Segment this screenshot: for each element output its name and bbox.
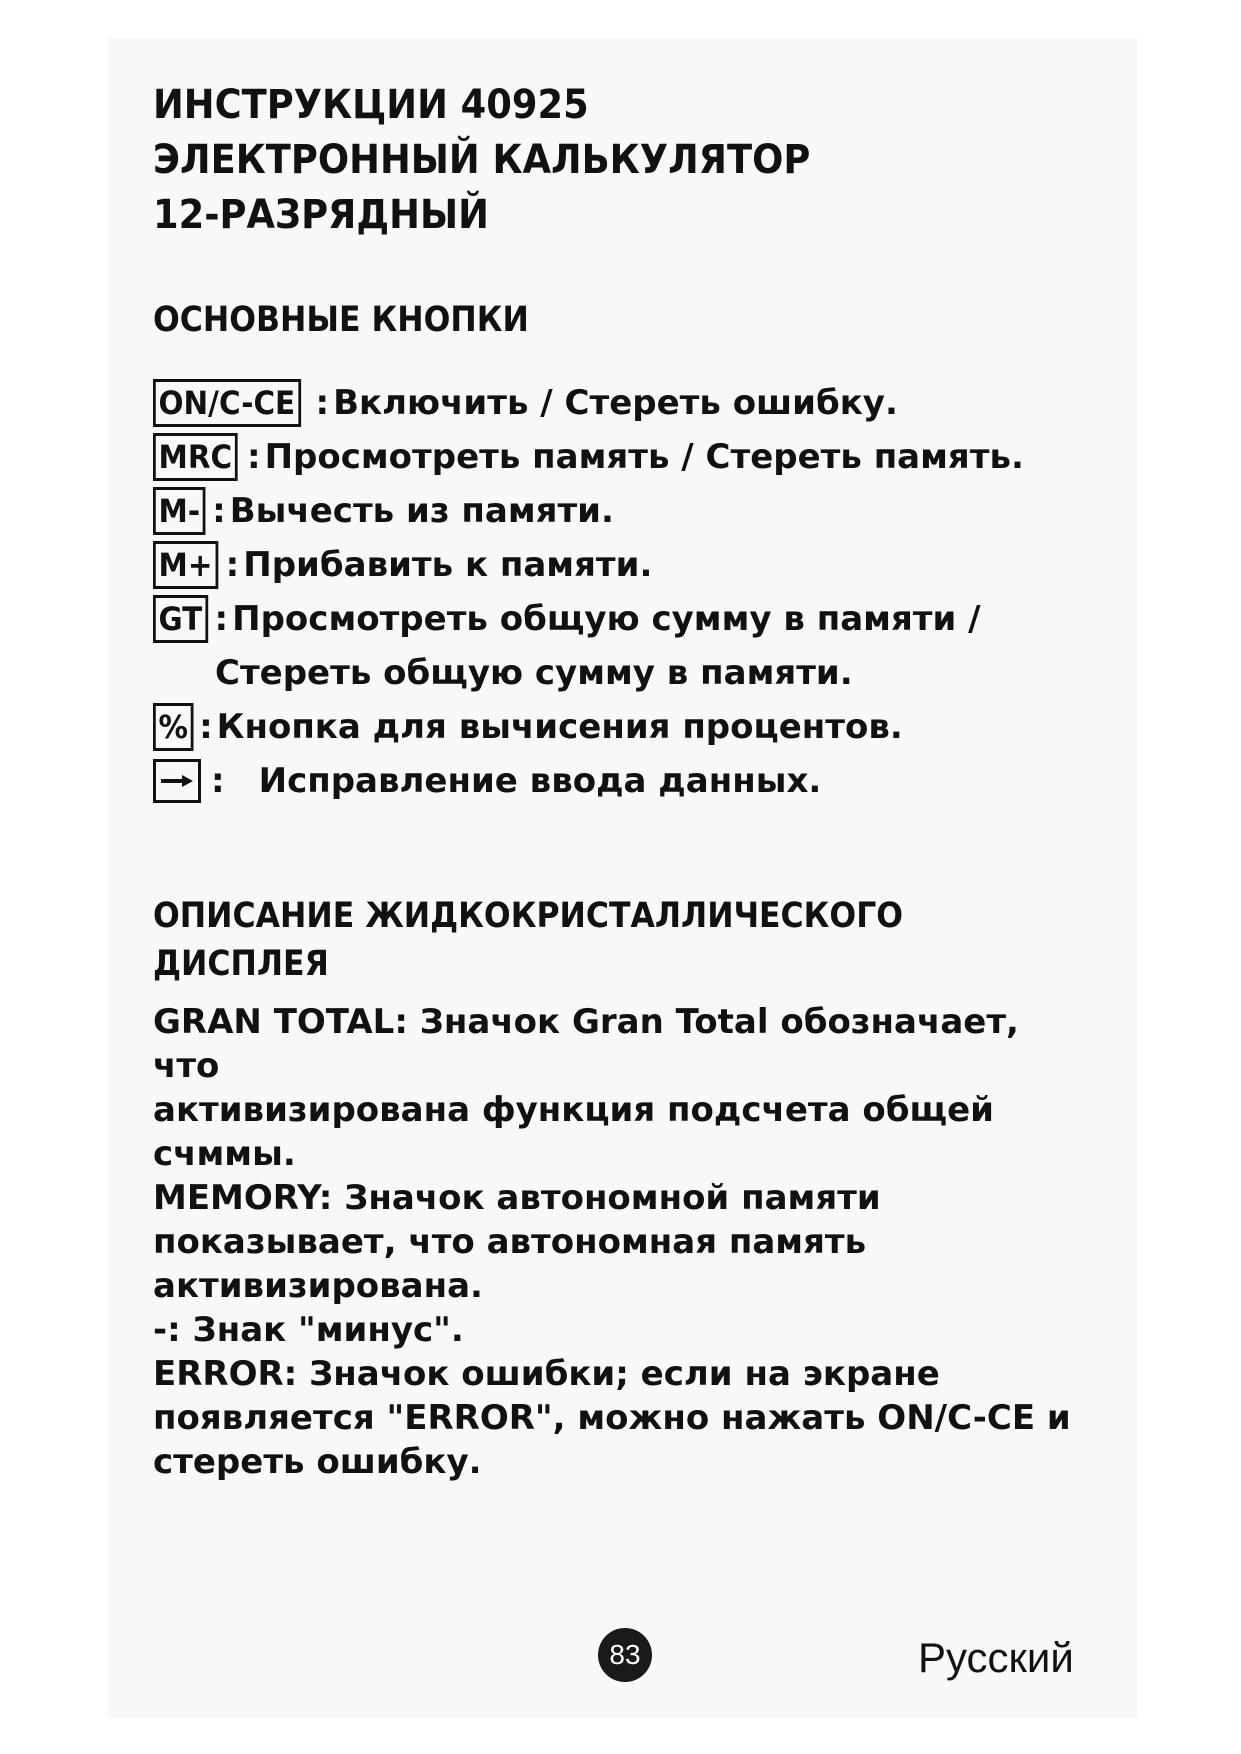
lcd-section-heading: [153, 892, 1093, 988]
key-row-mrc: [153, 434, 1093, 480]
key-description: Включить / Стереть ошибку.: [333, 383, 898, 423]
lcd-line: ERROR: Значок ошибки; если на экране: [153, 1354, 940, 1394]
lcd-line: -: Знак "минус".: [153, 1310, 464, 1350]
lcd-line: MEMORY: Значок автономной памяти: [153, 1178, 881, 1218]
key-separator: :: [214, 599, 229, 639]
title-line: ЭЛЕКТРОННЫЙ КАЛЬКУЛЯТОР: [153, 137, 811, 183]
lcd-description: [153, 1000, 1093, 1484]
lcd-line: показывает, что автономная память: [153, 1222, 867, 1262]
key-separator: :: [246, 437, 261, 477]
key-description: Просмотреть общую сумму в памяти /: [232, 599, 981, 639]
language-label: Русский: [918, 1634, 1074, 1681]
keycap-m-minus: M-: [153, 487, 206, 535]
lcd-line: стереть ошибку.: [153, 1442, 482, 1482]
key-row-on-c-ce: [153, 380, 1093, 426]
keycap-percent: %: [153, 703, 194, 751]
key-separator: :: [199, 707, 213, 747]
keycap-mrc: MRC: [153, 433, 238, 481]
keys-section-heading: ОСНОВНЫЕ КНОПКИ: [153, 300, 529, 340]
key-row-gt-continuation: [153, 650, 1093, 696]
key-separator: :: [212, 491, 226, 531]
keys-list: [153, 380, 1093, 804]
title-line: 12-РАЗРЯДНЫЙ: [153, 192, 489, 238]
keycap-on-c-ce: ON/C-CE: [153, 379, 301, 427]
key-description: Исправление ввода данных.: [258, 761, 822, 801]
key-description: Вычесть из памяти.: [229, 491, 614, 531]
key-row-gt: [153, 596, 1093, 642]
right-arrow-icon: [153, 759, 201, 803]
lcd-line: активизирована функция подсчета общей: [153, 1090, 994, 1130]
lcd-heading-line: ДИСПЛЕЯ: [153, 944, 329, 984]
key-description-continuation: Стереть общую сумму в памяти.: [215, 653, 853, 693]
key-separator: :: [315, 383, 330, 423]
document-title: [153, 78, 1093, 243]
lcd-line: появляется "ERROR", можно нажать ON/C-CE и: [153, 1398, 1071, 1438]
page-number: 83: [598, 1628, 652, 1682]
key-description: Кнопка для вычисения процентов.: [216, 707, 903, 747]
lcd-heading-line: ОПИСАНИЕ ЖИДКОКРИСТАЛЛИЧЕСКОГО: [153, 896, 904, 936]
keycap-m-plus: M+: [153, 541, 218, 589]
title-line: ИНСТРУКЦИИ 40925: [153, 82, 589, 128]
key-description: Прибавить к памяти.: [243, 545, 653, 585]
lcd-line: счммы.: [153, 1134, 296, 1174]
lcd-line: активизирована.: [153, 1266, 483, 1306]
key-row-percent: [153, 704, 1093, 750]
key-separator: :: [211, 761, 225, 801]
lcd-line: GRAN TOTAL: Значок Gran Total обозначает, что: [153, 1002, 1019, 1086]
key-separator: :: [225, 545, 240, 585]
key-row-m-minus: [153, 488, 1093, 534]
key-row-backspace: [153, 758, 1093, 804]
key-row-m-plus: [153, 542, 1093, 588]
keycap-gt: GT: [153, 595, 208, 643]
key-description: Просмотреть память / Стереть память.: [264, 437, 1024, 477]
document-body: [153, 78, 1093, 1484]
